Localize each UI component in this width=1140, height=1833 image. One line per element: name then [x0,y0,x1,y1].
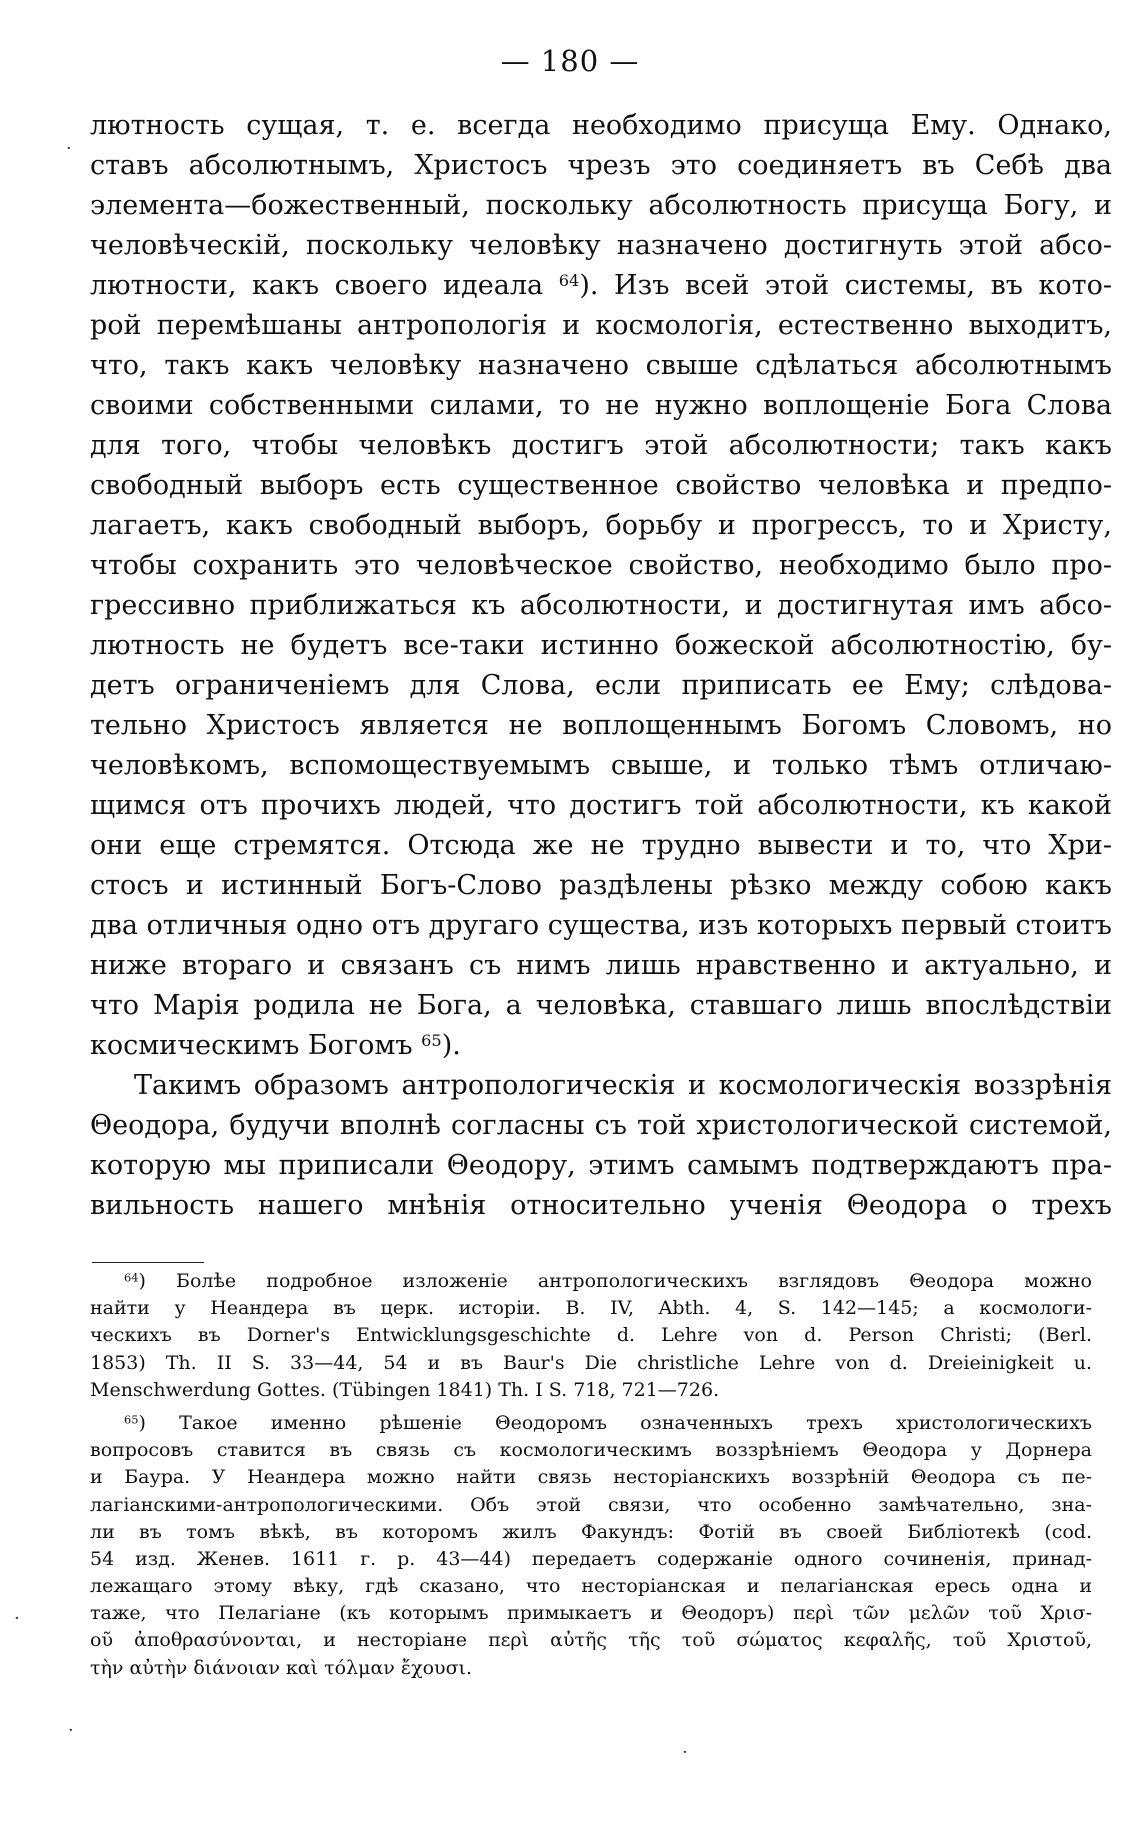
text-line: лагаетъ, какъ свободный выборъ, борьбу и прогрессъ, то и Христу, [90,510,1112,541]
footnote-line: таже, что Пелагіане (къ которымъ примыкаетъ и Θеодоръ) περὶ τῶν μελῶν τοῦ Χρισ- [90,1602,1092,1625]
footnote-line: найти у Неандера въ церк. исторіи. B. IV, Abth. 4, S. 142—145; а космологи- [90,1297,1092,1320]
scan-speck: · [68,1720,74,1741]
text-line: Θеодора, будучи вполнѣ согласны съ той христологической системой, [90,1110,1112,1141]
text-line: детъ ограниченіемъ для Слова, если приписать ее Ему; слѣдова- [90,670,1112,701]
footnote-line: ли въ томъ вѣкѣ, въ которомъ жилъ Факундъ: Фотій въ своей Библіотекѣ (cod. [90,1520,1092,1543]
footnote-line: τὴν αὐτὴν διάνοιαν καὶ τόλμαν ἔχουσι. [90,1656,473,1679]
footnote-line: Menschwerdung Gottes. (Tübingen 1841) Th. I S. 718, 721—726. [90,1378,720,1401]
footnotes [90,1268,1092,1682]
text-line: грессивно приближаться къ абсолютности, и достигнутая имъ абсо- [90,590,1112,621]
text-fragment: космическимъ Богомъ [90,1030,413,1061]
text-line: два отличныя одно отъ другаго существа, изъ которыхъ первый стоитъ [90,910,1112,941]
footnote-line: οῦ ἀποθρασύνονται, и несторіане περὶ αὐτῆς τῆς τοῦ σώματος κεφαλῆς, τοῦ Χριστοῦ, [90,1629,1092,1652]
text-line: что Марія родила не Бога, а человѣка, ставшаго лишь впослѣдствіи [90,990,1112,1021]
text-line: ставъ абсолютнымъ, Христосъ чрезъ это соединяетъ въ Себѣ два [90,150,1112,181]
footnote-ref-65: 65 [421,1030,442,1050]
text-line: лютность сущая, т. е. всегда необходимо присуща Ему. Однако, [90,110,1112,141]
text-fragment: ) Болѣе подробное изложеніе антропологическихъ взглядовъ Θеодора можно [138,1270,1092,1292]
text-line: своими собственными силами, то не нужно воплощеніе Бога Слова [90,390,1112,421]
footnote-line: и Баура. У Неандера можно найти связь несторіанскихъ воззрѣній Θеодора съ пе- [90,1466,1092,1489]
footnote-ref-64: 64 [558,270,580,290]
footnote-number: 65 [124,1412,139,1427]
text-line: они еще стремятся. Отсюда же не трудно вывести и то, что Хри- [90,830,1112,861]
footnote-line: 1853) Th. II S. 33—44, 54 и въ Baur's Die christliche Lehre von d. Dreieinigkeit u. [90,1351,1092,1374]
text-fragment: ). Изъ всей этой системы, въ кото- [579,270,1112,301]
text-line [90,1026,1112,1066]
text-line: которую мы приписали Θеодору, этимъ самымъ подтверждаютъ пра- [90,1150,1112,1181]
text-line: человѣческій, поскольку человѣку назначено достигнуть этой абсо- [90,230,1112,261]
scan-speck: · [66,138,72,159]
text-line: для того, чтобы человѣкъ достигъ этой абсолютности; такъ какъ [90,430,1112,461]
footnote-divider [92,1262,204,1263]
text-fragment: ). [441,1030,461,1061]
text-line: стосъ и истинный Богъ-Слово раздѣлены рѣзко между собою какъ [90,870,1112,901]
text-line [90,266,1112,306]
footnote-line: вопросовъ ставится въ связь съ космологическимъ воззрѣніемъ Θеодора у Дорнера [90,1439,1092,1462]
footnote-line: 54 изд. Женев. 1611 г. р. 43—44) передаетъ содержаніе одного сочиненія, принад- [90,1547,1092,1570]
scan-speck: · [682,1742,688,1763]
text-line: человѣкомъ, вспомоществуемымъ свыше, и только тѣмъ отличаю- [90,750,1112,781]
footnote-line [90,1268,1092,1295]
footnote-line: лежащаго этому вѣку, гдѣ сказано, что несторіанская и пелагіанская ересь одна и [90,1575,1092,1598]
footnote-number: 64 [124,1270,139,1285]
footnote-line: ческихъ въ Dorner's Entwicklungsgeschichte d. Lehre von d. Person Christi; (Berl. [90,1324,1092,1347]
text-fragment: ) Такое именно рѣшеніе Θеодоромъ означенныхъ трехъ христологическихъ [138,1411,1092,1434]
text-fragment: лютности, какъ своего идеала [90,270,544,301]
page-number: — 180 — [500,44,640,78]
footnote-line: лагіанскими-антропологическими. Объ этой связи, что особенно замѣчательно, зна- [90,1493,1092,1516]
text-line: элемента—божественный, поскольку абсолютность присуща Богу, и [90,190,1112,221]
scan-speck: · [14,1608,20,1629]
footnote-line [90,1410,1092,1437]
text-line: лютность не будетъ все-таки истинно божеской абсолютностію, бу- [90,630,1112,661]
text-line: чтобы сохранить это человѣческое свойство, необходимо было про- [90,550,1112,581]
text-line: щимся отъ прочихъ людей, что достигъ той абсолютности, къ какой [90,790,1112,821]
text-line: рой перемѣшаны антропологія и космологія, естественно выходитъ, [90,310,1112,341]
text-line: Такимъ образомъ антропологическія и космологическія воззрѣнія [134,1070,1112,1101]
text-line: тельно Христосъ является не воплощеннымъ Богомъ Словомъ, но [90,710,1112,741]
main-text [90,106,1112,1226]
text-line: что, такъ какъ человѣку назначено свыше сдѣлаться абсолютнымъ [90,350,1112,381]
text-line: ниже втораго и связанъ съ нимъ лишь нравственно и актуально, и [90,950,1112,981]
text-line: свободный выборъ есть существенное свойство человѣка и предпо- [90,470,1112,501]
text-line: вильность нашего мнѣнія относительно ученія Θеодора о трехъ [90,1190,1112,1221]
